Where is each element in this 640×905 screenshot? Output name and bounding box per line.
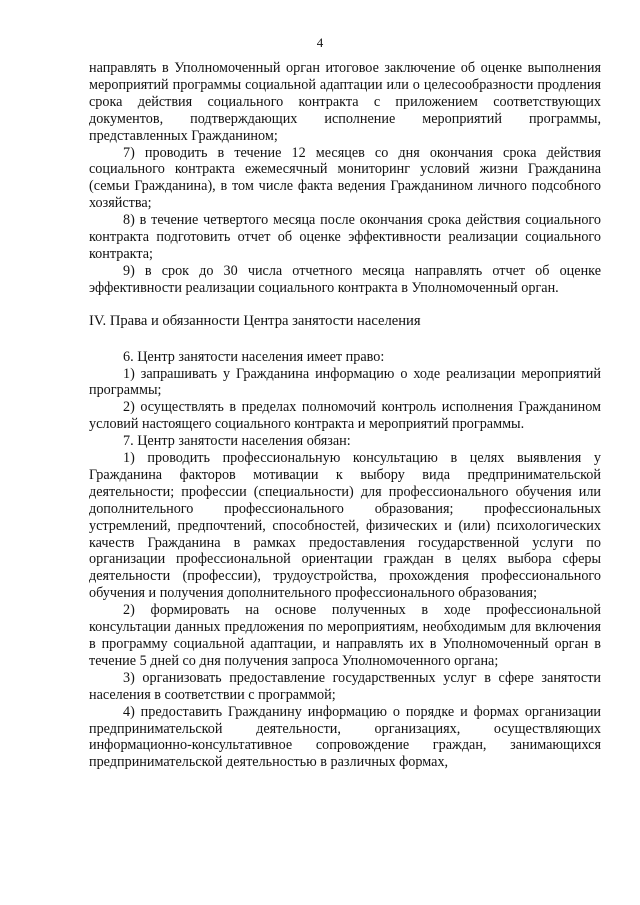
page-number: 4 [316,35,324,50]
rights-item-2: 2) осуществлять в пределах полномочий контроль исполнения Гражданином условий настоящего социального контракта и мероприятий программы. [89,399,601,433]
duties-item-3: 3) организовать предоставление государственных услуг в сфере занятости населения в соответствии с программой; [89,669,601,703]
paragraph-continuation: направлять в Уполномоченный орган итоговое заключение об оценке выполнения мероприятий программы социальной адаптации или о целесообразности продления срока действия социального контракта с приложением соответствующих документов, подтверждающих исполнение мероприятий программы, представленных Гражданином; [89,60,601,144]
duties-intro: 7. Центр занятости населения обязан: [123,433,351,450]
document-body [89,60,601,771]
section-heading: IV. Права и обязанности Центра занятости населения [89,312,421,329]
rights-intro: 6. Центр занятости населения имеет право: [123,348,385,365]
rights-item-1: 1) запрашивать у Гражданина информацию о ходе реализации мероприятий программы; [89,365,601,399]
duties-item-1: 1) проводить профессиональную консультацию в целях выявления у Гражданина факторов мотивации к выбору вида предпринимательской деятельности; профессии (специальности) для профессионального обучения или дополнительного профессионального образования; профессиональных устремлений, предпочтений, способностей, физических и (или) психологических качеств Гражданина в рамках предоставления государственной услуги по организации профессиональной ориентации граждан в целях выбора сферы деятельности (профессии), трудоустройства, прохождения профессионального обучения и получения дополнительного профессионального образования; [89,450,601,602]
list-item-8: 8) в течение четвертого месяца после окончания срока действия социального контракта подготовить отчет об оценке эффективности реализации социального контракта; [89,212,601,262]
list-item-9: 9) в срок до 30 числа отчетного месяца направлять отчет об оценке эффективности реализации социального контракта в Уполномоченный орган. [89,262,601,296]
list-item-7: 7) проводить в течение 12 месяцев со дня окончания срока действия социального контракта ежемесячный мониторинг условий жизни Гражданина (семьи Гражданина), в том числе факта ведения Гражданином личного подсобного хозяйства; [89,144,601,212]
duties-item-2: 2) формировать на основе полученных в ходе профессиональной консультации данных предложения по мероприятиям, необходимым для включения в программу социальной адаптации, и направлять их в Уполномоченный орган в течение 5 дней со дня получения запроса Уполномоченного органа; [89,602,601,669]
duties-item-4: 4) предоставить Гражданину информацию о порядке и формах организации предпринимательской деятельности, организациях, осуществляющих информационно-консультативное сопровождение граждан, занимающихся предпринимательской деятельностью в различных формах, [89,703,601,771]
